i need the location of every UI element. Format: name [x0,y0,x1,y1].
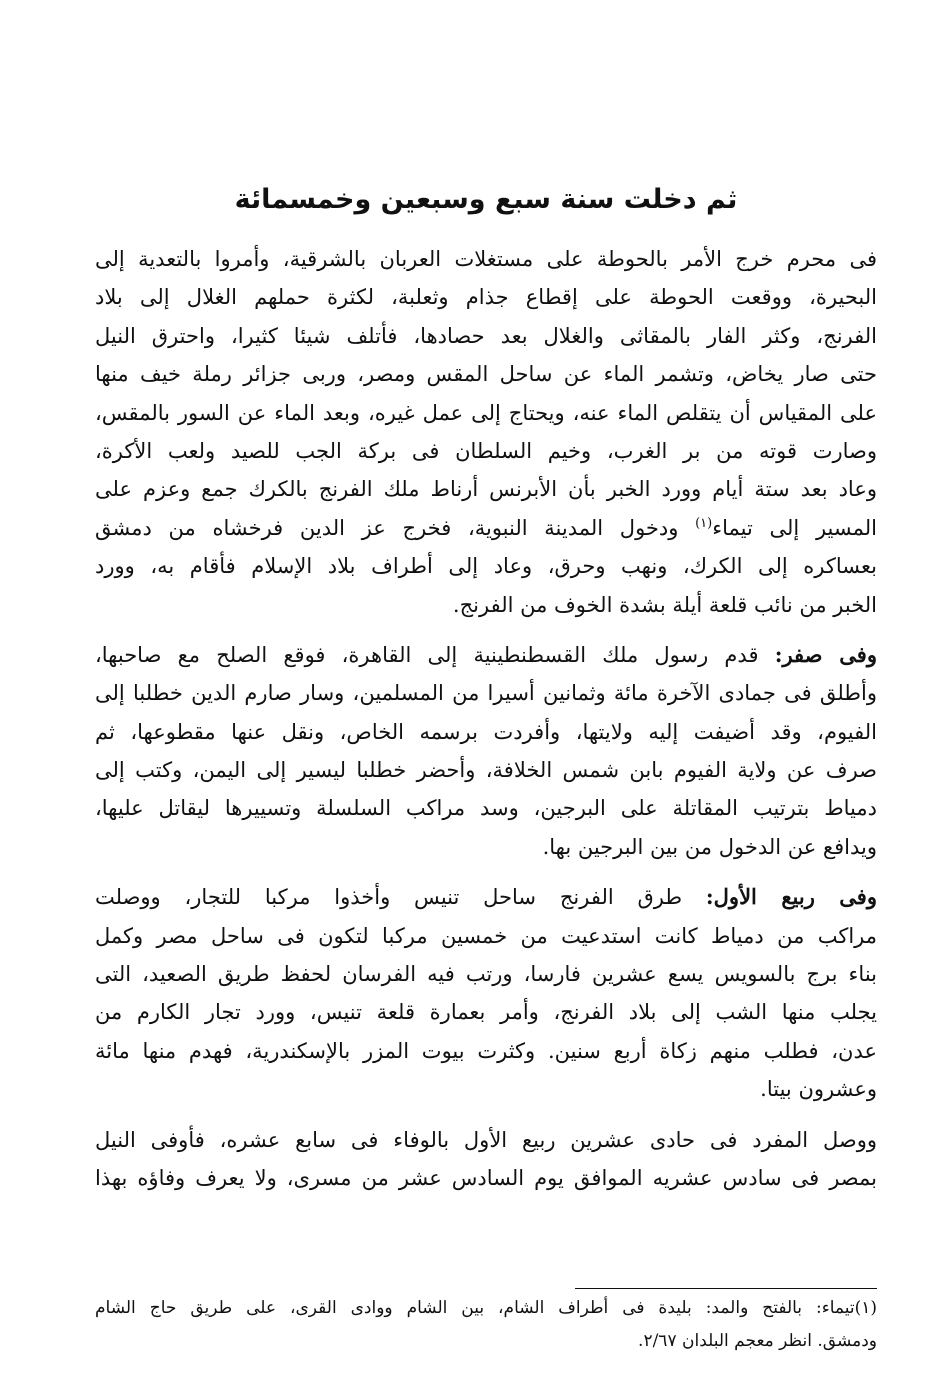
text-line: وصارت قوته من بر الغرب، وخيم السلطان فى بركة الجب للصيد ولعب الأكرة، [95,438,877,463]
text-line: الفيوم، وقد أضيفت إليه ولايتها، وأفردت برسمه الخاص، ونقل عنها مقطوعها، ثم [95,719,877,744]
text-line: الفرنج، وكثر الفار بالمقاثى والغلال بعد حصادها، فأتلف شيئا كثيرا، واحترق النيل [95,323,877,348]
text-line: يجلب منها الشب إلى بلاد الفرنج، وأمر بعمارة قلعة تنيس، وورد تجار الكارم من [95,1000,877,1025]
text-line: بمصر فى سادس عشريه الموافق يوم السادس عشر من مسرى، ولا يعرف وفاؤه بهذا [95,1165,877,1190]
text-run: ودخول المدينة النبوية، فخرج عز الدين فرخشاه من دمشق [95,515,696,540]
text-line-with-footnote-ref [95,509,877,547]
text-line: الخبر من نائب قلعة أيلة بشدة الخوف من الفرنج. [452,592,877,617]
footnote-line: (١)تيماء: بالفتح والمد: بليدة فى أطراف الشام، بين الشام ووادى القرى، على طريق حاج الشام [95,1298,877,1318]
text-line: البحيرة، ووقعت الحوطة على إقطاع جذام وثعلبة، لكثرة حملهم الغلال إلى بلاد [95,285,877,310]
text-line: بناء برج بالسويس يسع عشرين فارسا، ورتب فيه الفرسان لحفظ طريق الصعيد، التى [95,962,877,987]
text-run: طرق الفرنج ساحل تنيس وأخذوا مركبا للتجار، ووصلت [95,885,706,910]
text-line: بعساكره إلى الكرك، ونهب وحرق، وعاد إلى أطراف بلاد الإسلام فأقام به، وورد [95,554,877,579]
text-line: وأطلق فى جمادى الآخرة مائة وثمانين أسيرا من المسلمين، وسار صارم الدين خطلبا إلى [95,681,877,706]
footnote-reference: (١) [695,515,713,531]
text-line: ويدافع عن الدخول من بين البرجين بها. [542,834,877,859]
chapter-title: ثم دخلت سنة سبع وسبعين وخمسمائة [234,184,738,215]
text-line: وعشرون بيتا. [760,1077,877,1102]
paragraph-nile-flood [95,1121,877,1198]
text-line: وعاد بعد ستة أيام وورد الخبر بأن الأبرنس أرناط ملك الفرنج بالكرك جمع وعزم على [95,477,877,502]
text-line: ووصل المفرد فى حادى عشرين ربيع الأول بالوفاء فى سابع عشره، فأوفى النيل [95,1127,877,1152]
text-line [95,636,877,674]
text-line: حتى صار يخاض، وتشمر الماء عن ساحل المقس ومصر، وربى جزائر رملة خيف منها [95,362,877,387]
text-line: دمياط بترتيب المقاتلة على البرجين، وسد مراكب السلسلة وتسييرها ليقاتل عليها، [95,796,877,821]
paragraph-lead: وفى صفر: [774,641,877,667]
text-line: فى محرم خرج الأمر بالحوطة على مستغلات العربان بالشرقية، وأمروا بالتعدية إلى [95,247,877,271]
text-run: المسير إلى تيماء [712,515,877,540]
footnote-separator [575,1288,877,1289]
footnote [95,1292,877,1358]
paragraph-rabi-al-awwal [95,878,877,1108]
text-line: مراكب من دمياط كانت استدعيت من خمسين مركبا لتكون فى ساحل مصر وكمل [95,923,877,948]
text-line: على المقياس أن يتقلص الماء عنه، ويحتاج إلى عمل غيره، وبعد الماء عن السور بالمقس، [95,400,877,425]
body-text [95,240,877,1209]
text-line [95,878,877,916]
footnote-line: ودمشق. انظر معجم البلدان ٢/٦٧. [638,1331,877,1351]
text-line: عدن، فطلب منهم زكاة أربع سنين. وكثرت بيوت المزر بالإسكندرية، فهدم منها مائة [95,1038,877,1063]
paragraph-lead: وفى ربيع الأول: [705,884,877,910]
paragraph-muharram [95,240,877,624]
paragraph-safar [95,636,877,866]
text-line: صرف عن ولاية الفيوم بابن شمس الخلافة، وأحضر خطلبا ليسير إلى اليمن، وكتب إلى [95,758,877,783]
text-run: قدم رسول ملك القسطنطينية إلى القاهرة، فوقع الصلح مع صاحبها، [95,642,775,667]
book-page [95,170,877,1370]
